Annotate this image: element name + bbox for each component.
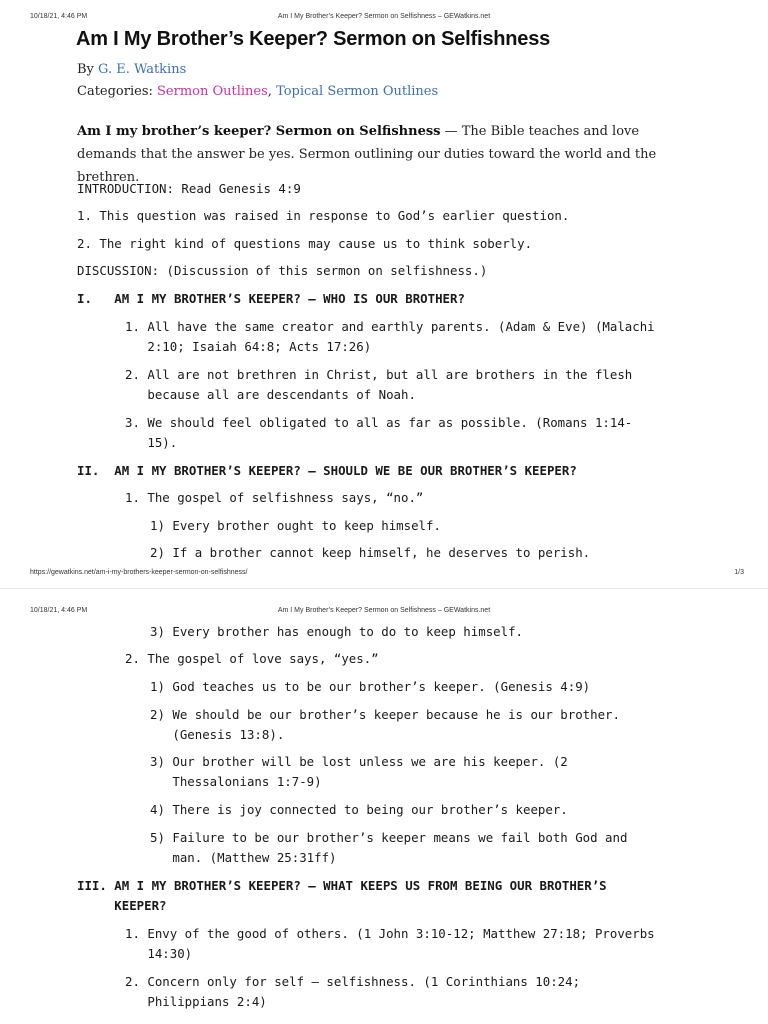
outline-line: 3) Every brother has enough to do to keep himself. <box>150 624 523 639</box>
outline-line: 1. Envy of the good of others. (1 John 3:10-12; Matthew 27:18; Proverbs <box>125 926 655 941</box>
outline-line: 3. We should feel obligated to all as far as possible. (Romans 1:14- <box>125 415 633 430</box>
print-date: 10/18/21, 4:46 PM <box>30 13 88 20</box>
byline <box>77 62 186 77</box>
outline-line: (Genesis 13:8). <box>150 727 285 742</box>
outline-line: 1. This question was raised in response to God’s earlier question. <box>77 208 570 223</box>
outline-line: 2:10; Isaiah 64:8; Acts 17:26) <box>125 339 372 354</box>
outline-line: 3) Our brother will be lost unless we are his keeper. (2 <box>150 754 568 769</box>
outline-line: 1) Every brother ought to keep himself. <box>150 518 441 533</box>
outline-line: 15). <box>125 435 178 450</box>
page-title: Am I My Brother’s Keeper? Sermon on Selfishness <box>76 28 551 50</box>
outline-line: 2. All are not brethren in Christ, but all are brothers in the flesh <box>125 367 633 382</box>
outline-line: man. (Matthew 25:31ff) <box>150 850 337 865</box>
print-date: 10/18/21, 4:46 PM <box>30 607 88 614</box>
print-header <box>0 607 768 619</box>
print-doc-title: Am I My Brother’s Keeper? Sermon on Selfishness – GEWatkins.net <box>277 13 491 20</box>
section-heading: II. AM I MY BROTHER’S KEEPER? – SHOULD WE BE OUR BROTHER’S KEEPER? <box>77 463 577 478</box>
outline-line: 5) Failure to be our brother’s keeper means we fail both God and <box>150 830 628 845</box>
outline-line: 14:30) <box>125 946 193 961</box>
print-footer <box>0 569 768 581</box>
outline-line: 1) God teaches us to be our brother’s keeper. (Genesis 4:9) <box>150 679 591 694</box>
section-heading: III. AM I MY BROTHER’S KEEPER? – WHAT KEEPS US FROM BEING OUR BROTHER’S <box>77 878 607 893</box>
outline-line: 4) There is joy connected to being our brother’s keeper. <box>150 802 568 817</box>
print-doc-title: Am I My Brother’s Keeper? Sermon on Selfishness – GEWatkins.net <box>277 607 491 614</box>
category-separator: , <box>267 84 277 99</box>
by-prefix: By <box>77 62 99 77</box>
category-link-topical-sermon-outlines[interactable]: Topical Sermon Outlines <box>276 84 439 99</box>
section-heading: KEEPER? <box>77 898 167 913</box>
section-heading: I. AM I MY BROTHER’S KEEPER? – WHO IS OUR BROTHER? <box>77 291 465 306</box>
outline-line: 2) If a brother cannot keep himself, he deserves to perish. <box>150 545 591 560</box>
categories <box>77 84 438 99</box>
print-header <box>0 13 768 25</box>
author-link[interactable]: G. E. Watkins <box>98 62 187 77</box>
excerpt-text-2: demands that the answer be yes. Sermon outlining our duties toward the world and the brethren. <box>77 147 657 185</box>
category-link-sermon-outlines[interactable]: Sermon Outlines <box>157 84 268 99</box>
outline-line: Thessalonians 1:7-9) <box>150 774 322 789</box>
outline-line: 2) We should be our brother’s keeper because he is our brother. <box>150 707 620 722</box>
excerpt-text-1: — The Bible teaches and love <box>440 124 640 139</box>
print-url: https://gewatkins.net/am-i-my-brothers-keeper-sermon-on-selfishness/ <box>30 569 248 576</box>
print-page-number: 1/3 <box>734 569 744 576</box>
categories-prefix: Categories: <box>77 84 158 99</box>
outline-line: INTRODUCTION: Read Genesis 4:9 <box>77 181 301 196</box>
outline-line: 1. The gospel of selfishness says, “no.” <box>125 490 424 505</box>
outline-line: 2. The right kind of questions may cause us to think soberly. <box>77 236 533 251</box>
outline-line: Philippians 2:4) <box>125 994 267 1009</box>
page-break <box>0 588 768 589</box>
outline-line: DISCUSSION: (Discussion of this sermon on selfishness.) <box>77 263 488 278</box>
outline-line: 1. All have the same creator and earthly parents. (Adam & Eve) (Malachi <box>125 319 655 334</box>
outline-line: because all are descendants of Noah. <box>125 387 416 402</box>
outline-line: 2. The gospel of love says, “yes.” <box>125 651 379 666</box>
outline-line: 2. Concern only for self – selfishness. (1 Corinthians 10:24; <box>125 974 581 989</box>
excerpt-title: Am I my brother’s keeper? Sermon on Selfishness <box>77 124 441 139</box>
